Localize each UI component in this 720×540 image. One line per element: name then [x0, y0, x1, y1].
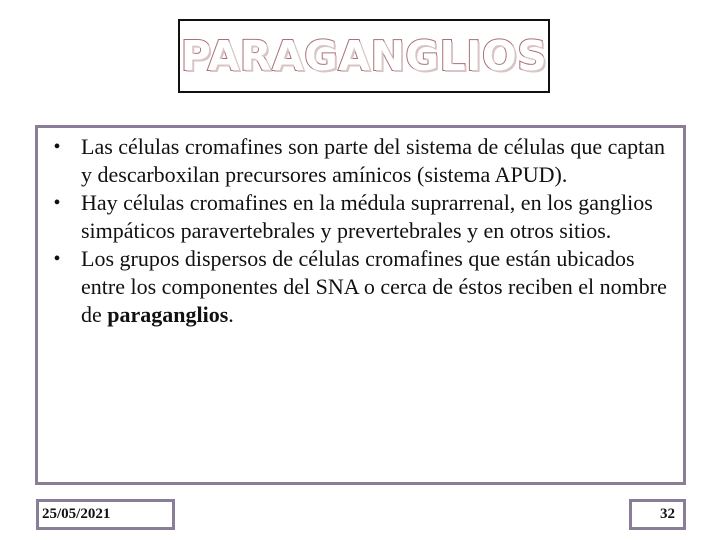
bullet-text — [81, 246, 667, 327]
bullet-text-before: Los grupos dispersos de células cromafines que están ubicados entre los componentes del SNA o cerca de éstos reciben el nombre de — [81, 246, 667, 327]
bullet-text-after: . — [228, 302, 234, 327]
title-box — [178, 19, 550, 93]
footer-date-box — [36, 499, 175, 530]
bullet-item — [47, 245, 675, 329]
footer-date: 25/05/2021 — [42, 506, 111, 522]
page-number: 32 — [660, 506, 675, 522]
bullet-item — [47, 133, 675, 189]
bullet-list — [47, 133, 675, 329]
bullet-icon: • — [53, 136, 61, 158]
bullet-item — [47, 189, 675, 245]
content-box — [35, 125, 686, 485]
bold-term: paraganglios — [107, 302, 229, 327]
bullet-icon: • — [53, 248, 61, 270]
bullet-text: Hay células cromafines en la médula suprarrenal, en los ganglios simpáticos paravertebrales y prevertebrales y en otros sitios. — [81, 190, 653, 243]
footer-page-box — [629, 499, 686, 530]
bullet-icon: • — [53, 192, 61, 214]
slide-title: PARAGANGLIOS — [180, 32, 548, 80]
bullet-text: Las células cromafines son parte del sistema de células que captan y descarboxilan precursores amínicos (sistema APUD). — [81, 134, 665, 187]
